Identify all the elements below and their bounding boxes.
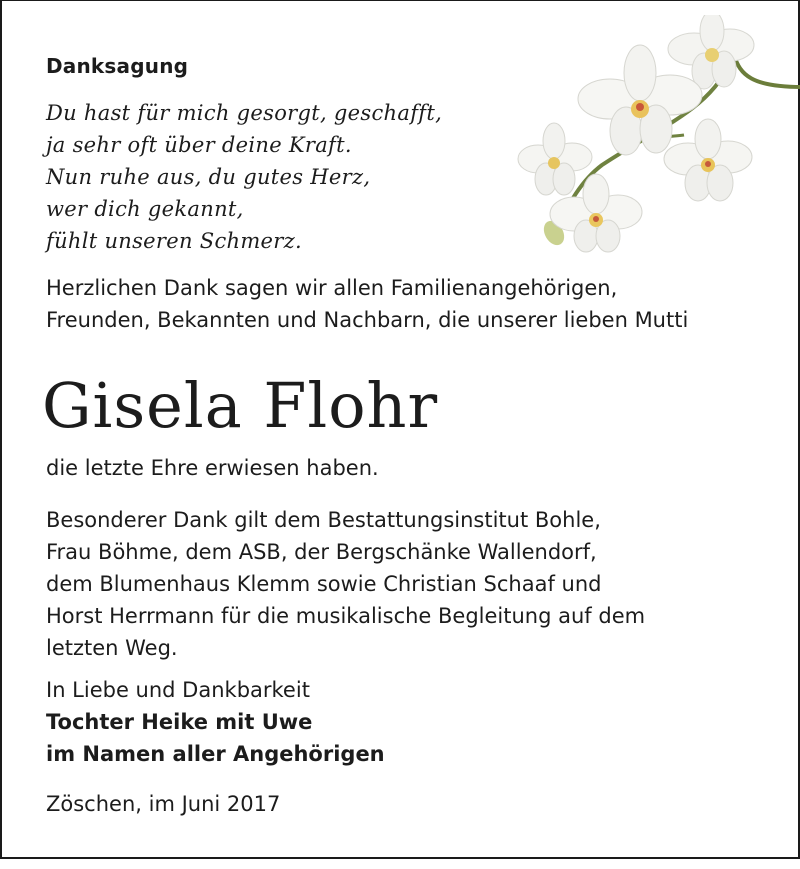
after-name-text: die letzte Ehre erwiesen haben. [46, 456, 379, 480]
special-thanks-line: letzten Weg. [46, 636, 178, 660]
memorial-poem [46, 97, 442, 257]
special-thanks-line: Horst Herrmann für die musikalische Begleitung auf dem [46, 604, 646, 628]
poem-line: Du hast für mich gesorgt, geschafft, [46, 101, 443, 125]
signer-relatives: im Namen aller Angehörigen [46, 742, 385, 766]
poem-line: Nun ruhe aus, du gutes Herz, [46, 165, 371, 189]
poem-line: fühlt unseren Schmerz. [46, 229, 302, 253]
intro-line: Herzlichen Dank sagen wir allen Familienangehörigen, [46, 276, 618, 300]
special-thanks-line: Frau Böhme, dem ASB, der Bergschänke Wallendorf, [46, 540, 597, 564]
thanks-intro [46, 272, 688, 336]
special-thanks-line: dem Blumenhaus Klemm sowie Christian Schaaf und [46, 572, 602, 596]
signer-name: Tochter Heike mit Uwe [46, 710, 313, 734]
special-thanks-line: Besonderer Dank gilt dem Bestattungsinstitut Bohle, [46, 508, 601, 532]
notice-heading: Danksagung [46, 54, 189, 78]
poem-line: ja sehr oft über deine Kraft. [46, 133, 352, 157]
poem-line: wer dich gekannt, [46, 197, 244, 221]
closing-line: In Liebe und Dankbarkeit [46, 678, 310, 702]
closing-signature [46, 674, 385, 770]
intro-line: Freunden, Bekannten und Nachbarn, die unserer lieben Mutti [46, 308, 689, 332]
deceased-name: Gisela Flohr [42, 369, 439, 442]
orchid-image [512, 15, 800, 255]
special-thanks [46, 504, 645, 664]
place-and-date: Zöschen, im Juni 2017 [46, 792, 281, 816]
